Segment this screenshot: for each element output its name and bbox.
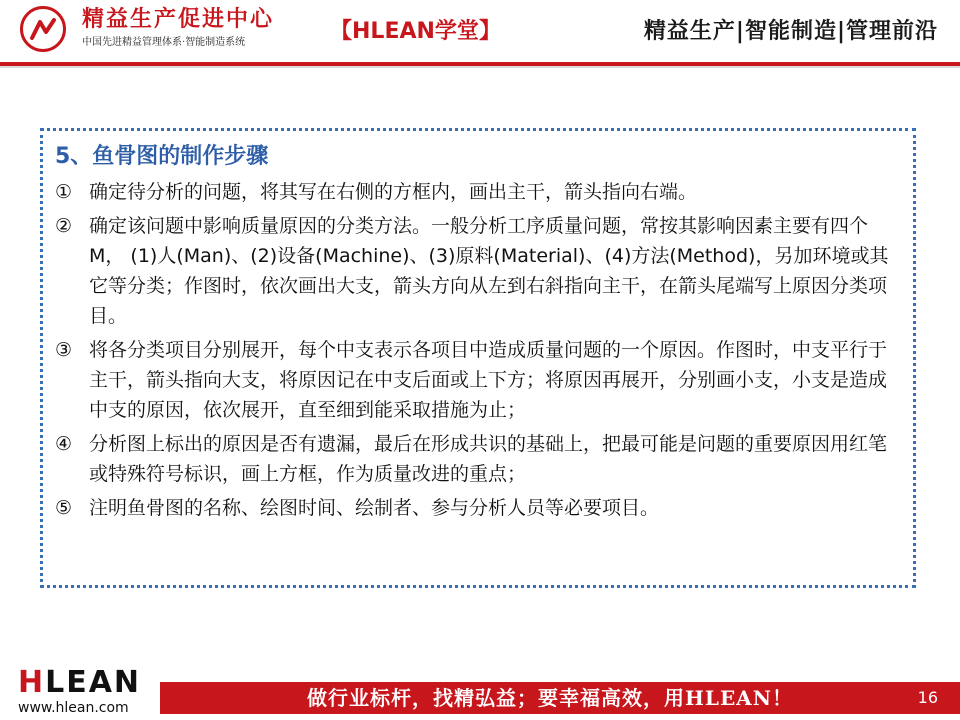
brand-label [330, 18, 501, 46]
brand-suffix: 学堂 [434, 19, 479, 44]
footer-slogan: 做行业标杆，找精弘益；要幸福高效，用HLEAN！ [306, 686, 793, 710]
header [0, 0, 960, 62]
header-divider-grey [0, 66, 960, 68]
step-number: ① [55, 181, 73, 203]
brand-bracket-open: 【 [330, 19, 353, 44]
logo-title: 精益生产促进中心 [82, 7, 275, 32]
footer-logo-h: H [18, 665, 46, 700]
logo-text [82, 6, 274, 50]
step-number: ② [55, 215, 73, 237]
step-number: ④ [55, 433, 73, 455]
section-title: 5、鱼骨图的制作步骤 [55, 144, 269, 169]
footer-logo [18, 665, 142, 716]
step-text: 确定待分析的问题，将其写在右侧的方框内，画出主干，箭头指向右端。 [89, 181, 698, 203]
step-text: 分析图上标出的原因是否有遗漏，最后在形成共识的基础上，把最可能是问题的重要原因用红笔或特殊符号标识，画上方框，作为质量改进的重点； [89, 433, 888, 485]
logo-subtitle-part-1: 中国先进精益管理体系 [82, 37, 182, 48]
page-number: 16 [917, 688, 938, 707]
footer-url-link[interactable]: www.hlean.com [18, 700, 129, 716]
step-text: 确定该问题中影响质量原因的分类方法。一般分析工序质量问题，常按其影响因素主要有四个M， (1)人(Man)、(2)设备(Machine)、(3)原料(Material)、(4)方法(Method)，另加环境或其它等分类；作图时，依次画出大支，箭头方向从左到右斜指向主干，在箭头尾端写上原因分类项目。 [89, 215, 889, 327]
step-item [55, 335, 903, 425]
footer-logo-rest: LEAN [45, 665, 142, 700]
step-item [55, 429, 903, 489]
footer-logo-word [18, 665, 142, 700]
logo-subtitle-part-2: 智能制造系统 [185, 37, 246, 48]
header-slogan: 精益生产|智能制造|管理前沿 [643, 19, 938, 44]
logo-icon [20, 6, 66, 52]
logo-subtitle-dot: · [182, 37, 186, 48]
content-box [40, 128, 916, 588]
step-item [55, 493, 903, 523]
brand-name: HLEAN [352, 19, 435, 44]
content-inner [55, 141, 903, 527]
step-text: 将各分类项目分别展开，每个中支表示各项目中造成质量问题的一个原因。作图时，中支平行于主干，箭头指向大支，将原因记在中支后面或上下方；将原因再展开，分别画小支，小支是造成中支的原因，依次展开，直至细到能采取措施为止； [89, 339, 888, 421]
step-number: ③ [55, 339, 73, 361]
logo-subtitle [82, 36, 274, 50]
step-number: ⑤ [55, 497, 73, 519]
footer-bar [160, 682, 960, 714]
step-item [55, 211, 903, 331]
step-item [55, 177, 903, 207]
brand-bracket-close: 】 [478, 19, 501, 44]
step-text: 注明鱼骨图的名称、绘图时间、绘制者、参与分析人员等必要项目。 [89, 497, 660, 519]
